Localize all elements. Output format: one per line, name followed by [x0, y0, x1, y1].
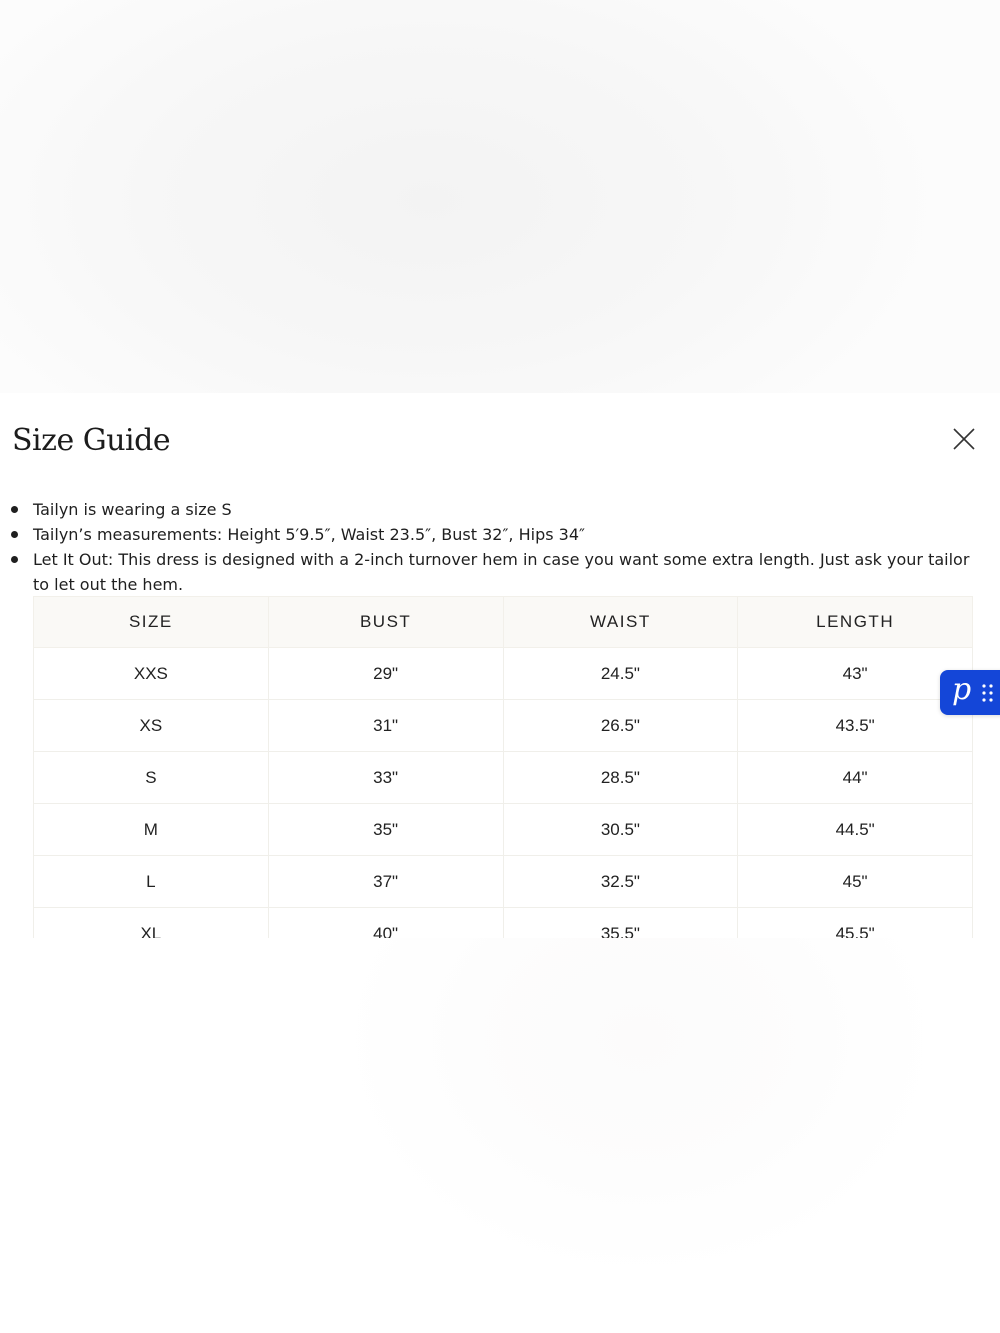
cell-length: 44" [738, 752, 973, 804]
cell-length: 43.5" [738, 700, 973, 752]
note-item-model-measurements: Tailyn’s measurements: Height 5′9.5″, Waist 23.5″, Bust 32″, Hips 34″ [33, 522, 975, 547]
cell-size: XS [34, 700, 269, 752]
close-icon [948, 423, 980, 455]
size-chart-table [33, 596, 973, 938]
cell-bust: 29" [268, 648, 503, 700]
table-row [34, 804, 973, 856]
table-row [34, 908, 973, 939]
cell-waist: 32.5" [503, 856, 738, 908]
size-guide-modal [0, 393, 1000, 938]
cell-bust: 35" [268, 804, 503, 856]
backdrop-product-image-top [0, 0, 1000, 393]
cell-size: XL [34, 908, 269, 939]
table-header-row [34, 597, 973, 648]
backdrop-product-image-bottom [0, 938, 1000, 1333]
cell-size: S [34, 752, 269, 804]
note-item-model-size: Tailyn is wearing a size S [33, 497, 975, 522]
cell-bust: 37" [268, 856, 503, 908]
close-button[interactable] [948, 423, 980, 455]
cell-waist: 28.5" [503, 752, 738, 804]
size-notes-list [0, 497, 975, 597]
cell-size: XXS [34, 648, 269, 700]
cell-length: 44.5" [738, 804, 973, 856]
header-size: SIZE [34, 597, 269, 648]
header-length: LENGTH [738, 597, 973, 648]
cell-waist: 30.5" [503, 804, 738, 856]
table-row [34, 856, 973, 908]
modal-title: Size Guide [12, 423, 171, 458]
cell-length: 45.5" [738, 908, 973, 939]
table-row [34, 752, 973, 804]
drag-handle-icon[interactable] [982, 683, 994, 703]
header-waist: WAIST [503, 597, 738, 648]
cell-length: 45" [738, 856, 973, 908]
table-row [34, 648, 973, 700]
cell-bust: 33" [268, 752, 503, 804]
cell-size: L [34, 856, 269, 908]
cell-bust: 40" [268, 908, 503, 939]
cell-waist: 35.5" [503, 908, 738, 939]
floating-widget-button[interactable] [940, 670, 1000, 715]
cell-waist: 24.5" [503, 648, 738, 700]
cell-waist: 26.5" [503, 700, 738, 752]
widget-logo: p [952, 672, 972, 707]
cell-length: 43" [738, 648, 973, 700]
cell-bust: 31" [268, 700, 503, 752]
header-bust: BUST [268, 597, 503, 648]
cell-size: M [34, 804, 269, 856]
note-item-hem: Let It Out: This dress is designed with a 2-inch turnover hem in case you want some extra length. Just ask your tailor to let out the hem. [33, 547, 975, 597]
table-row [34, 700, 973, 752]
